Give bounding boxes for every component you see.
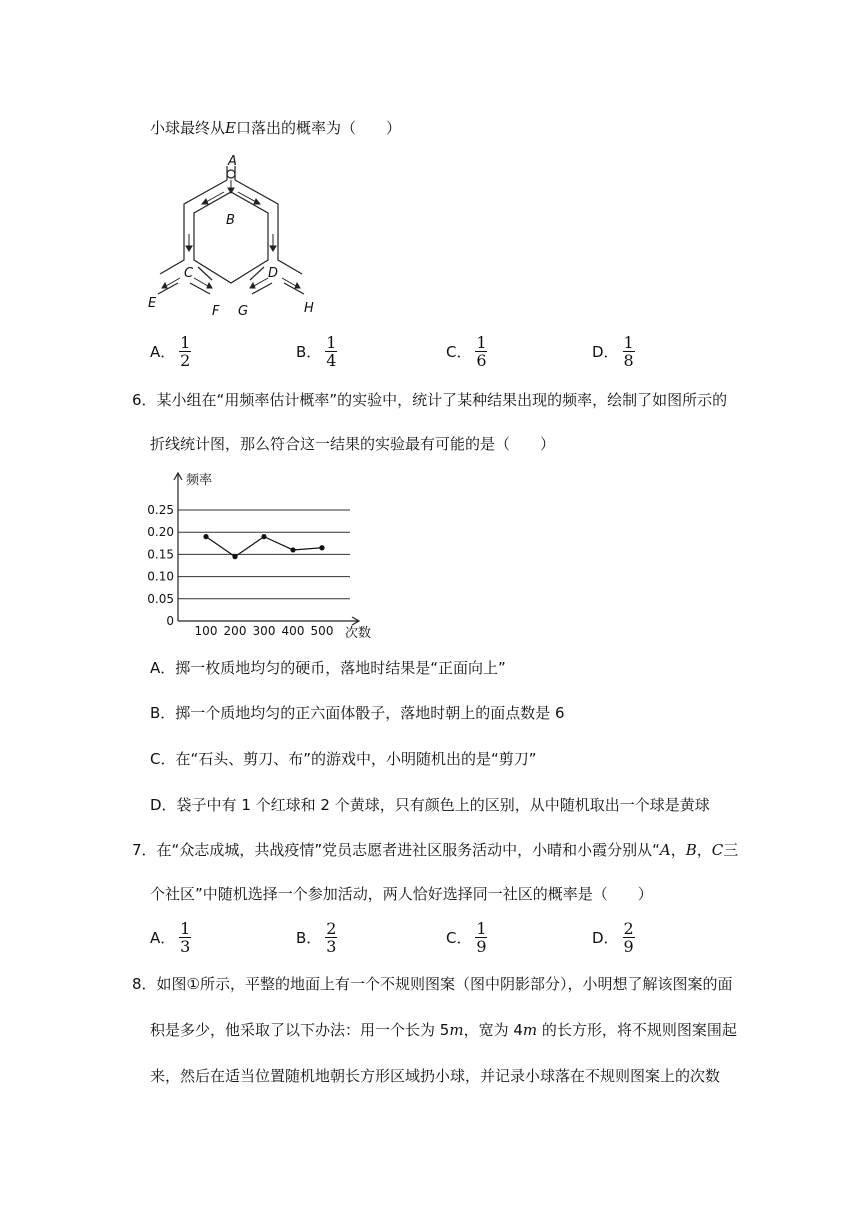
data-point — [261, 534, 266, 539]
q5-option-a-fraction: $\frac{1}{2}$ — [180, 333, 191, 370]
q5-stem-text-a: 小球最终从 — [150, 119, 226, 137]
q7-option-b-fraction: $\frac{2}{3}$ — [326, 919, 337, 956]
q7-option-c: C． $\frac{1}{9}$ — [446, 919, 487, 956]
q5-option-c-fraction: $\frac{1}{6}$ — [476, 333, 487, 370]
label-E: E — [148, 296, 157, 311]
q7-option-b: B． $\frac{2}{3}$ — [296, 919, 337, 956]
q5-stem-var: E — [225, 119, 236, 137]
q6-option-a: A．掷一枚质地均匀的硬币，落地时结果是“正面向上” — [150, 659, 506, 677]
label-A: A — [228, 154, 237, 169]
y-tick-label: 0.15 — [147, 547, 174, 562]
q7-option-d-fraction: $\frac{2}{9}$ — [623, 919, 634, 956]
y-tick-label: 0.05 — [147, 591, 174, 606]
q6-line-2: 折线统计图，那么符合这一结果的实验最有可能的是（ ） — [150, 435, 556, 453]
q7-line-2: 个社区”中随机选择一个参加活动，两人恰好选择同一社区的概率是（ ） — [150, 885, 653, 903]
q5-option-a: A． $\frac{1}{2}$ — [150, 333, 191, 370]
label-G: G — [238, 304, 249, 319]
q8-line-1: 8．如图①所示，平整的地面上有一个不规则图案（图中阴影部分），小明想了解该图案的面 — [132, 975, 733, 993]
q5-option-b-fraction: $\frac{1}{4}$ — [326, 333, 337, 370]
q8-line-3: 来，然后在适当位置随机地朝长方形区域扔小球，并记录小球落在不规则图案上的次数 — [150, 1067, 721, 1085]
label-B: B — [226, 213, 235, 228]
label-D: D — [268, 266, 279, 281]
q6-option-d: D．袋子中有 1 个红球和 2 个黄球，只有颜色上的区别，从中随机取出一个球是黄球 — [150, 796, 710, 814]
q8-line-2: 积是多少，他采取了以下办法：用一个长为 5m，宽为 4m 的长方形，将不规则图案围起 — [150, 1021, 737, 1039]
q7-option-d: D． $\frac{2}{9}$ — [592, 919, 634, 956]
data-point — [203, 534, 208, 539]
q5-option-c: C． $\frac{1}{6}$ — [446, 333, 487, 370]
y-axis-label: 频率 — [186, 473, 213, 488]
data-point — [290, 547, 295, 552]
x-tick-label: 200 — [223, 624, 247, 638]
y-tick-label: 0.25 — [147, 503, 174, 517]
q5-stem-text-b: 口落出的概率为（ ） — [235, 119, 401, 137]
label-C: C — [184, 266, 194, 281]
q5-option-b: B． $\frac{1}{4}$ — [296, 333, 337, 370]
y-tick-label: 0.20 — [147, 525, 174, 540]
q7-option-a-fraction: $\frac{1}{3}$ — [180, 919, 191, 956]
x-axis-label: 次数 — [345, 626, 372, 641]
q6-option-c: C．在“石头、剪刀、布”的游戏中，小明随机出的是“剪刀” — [150, 750, 537, 768]
q7-option-a: A． $\frac{1}{3}$ — [150, 919, 191, 956]
x-tick-label: 500 — [310, 624, 334, 638]
q5-stem — [150, 118, 401, 138]
x-tick-label: 100 — [194, 624, 218, 638]
frequency-line-chart — [140, 464, 380, 644]
x-tick-label: 400 — [281, 624, 305, 638]
q6-line-1: 6．某小组在“用频率估计概率”的实验中，统计了某种结果出现的频率，绘制了如图所示的 — [132, 391, 728, 409]
data-point — [232, 554, 237, 559]
q7-line-1: 7．在“众志成城，共战疫情”党员志愿者进社区服务活动中，小晴和小霞分别从“A，B，C三 — [132, 841, 739, 859]
q7-option-c-fraction: $\frac{1}{9}$ — [476, 919, 487, 956]
y-tick-label: 0.10 — [147, 569, 174, 584]
q6-option-b: B．掷一个质地均匀的正六面体骰子，落地时朝上的面点数是 6 — [150, 704, 565, 722]
x-tick-label: 300 — [252, 624, 276, 638]
label-H: H — [304, 301, 314, 316]
q5-option-d-fraction: $\frac{1}{8}$ — [623, 333, 634, 370]
data-point — [319, 545, 324, 550]
q5-figure — [144, 152, 344, 322]
label-F: F — [212, 304, 220, 319]
q5-option-d: D． $\frac{1}{8}$ — [592, 333, 634, 370]
y-tick-label: 0 — [166, 614, 174, 628]
series-line — [206, 537, 322, 557]
